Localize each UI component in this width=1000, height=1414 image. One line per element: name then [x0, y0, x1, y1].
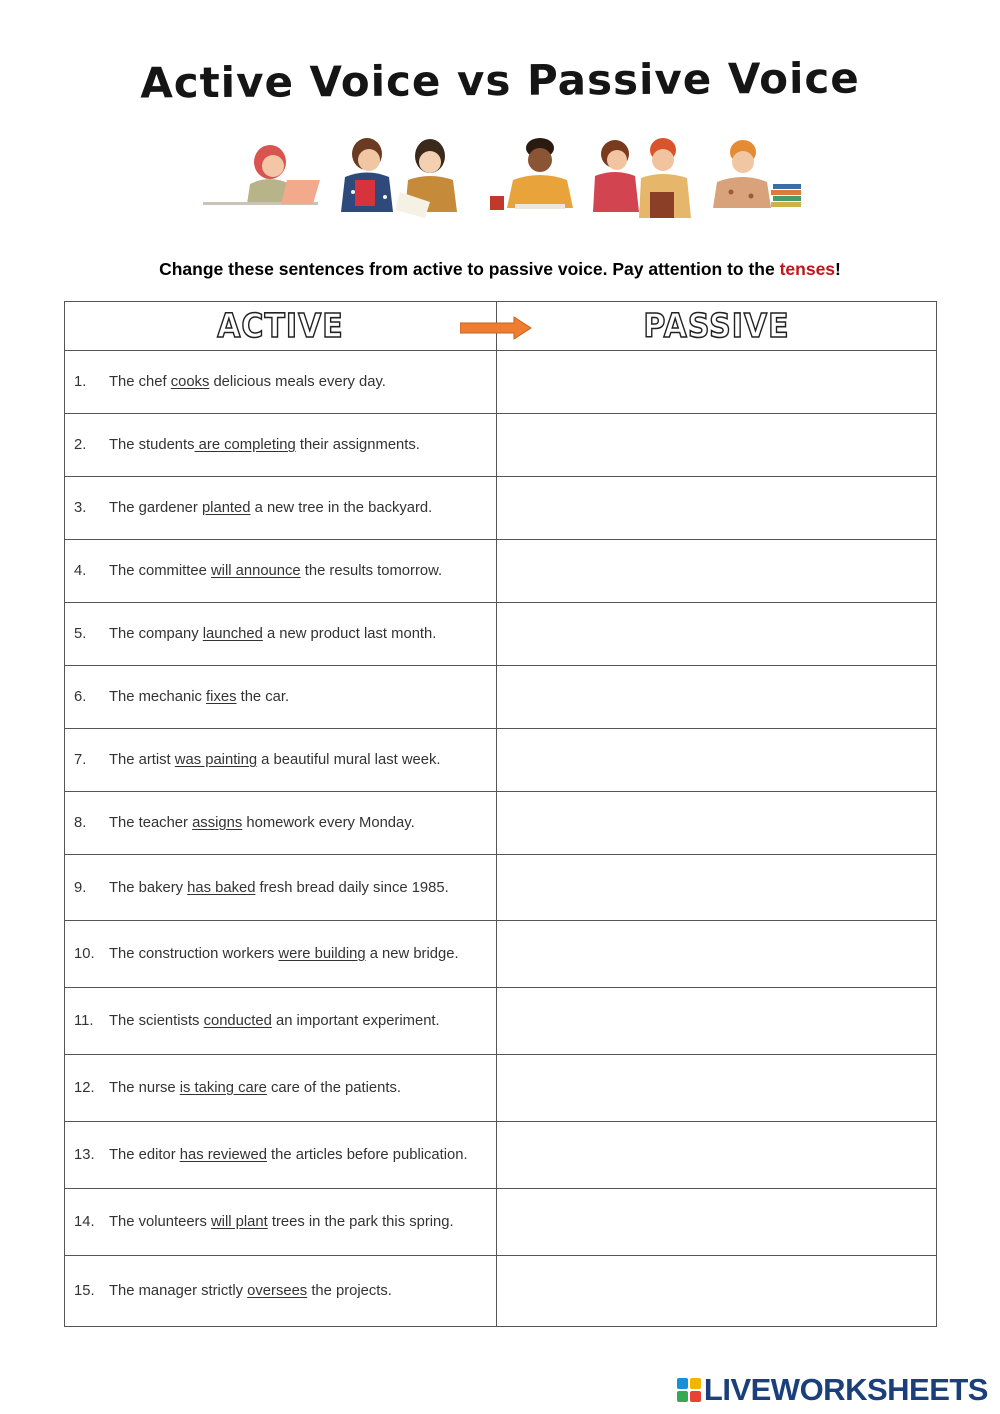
- sentence-end: the projects.: [307, 1283, 392, 1299]
- sentence-end: a new tree in the backyard.: [250, 500, 433, 516]
- sentence-end: the articles before publication.: [266, 1147, 468, 1163]
- students-illustration: [195, 132, 810, 222]
- passive-answer-cell[interactable]: [497, 603, 937, 666]
- sentence-end: a beautiful mural last week.: [257, 752, 441, 768]
- underlined-verb: fixes: [206, 689, 237, 705]
- table-row: [65, 988, 937, 1055]
- sentence-number: 3.: [74, 500, 87, 516]
- sentence-start: The committee: [109, 563, 211, 579]
- passive-answer-cell[interactable]: [497, 988, 937, 1055]
- sentence-start: The chef: [109, 374, 171, 390]
- passive-answer-cell[interactable]: [497, 855, 937, 921]
- sentence-start: The teacher: [109, 815, 193, 831]
- sentence-end: the car.: [236, 689, 290, 705]
- underlined-verb: cooks: [170, 374, 210, 390]
- sentence-start: The gardener: [109, 500, 202, 516]
- table-header-row: [65, 302, 937, 351]
- sentence-number: 12.: [74, 1080, 95, 1096]
- passive-header: PASSIVE: [643, 306, 790, 346]
- active-sentence-cell: [65, 477, 497, 540]
- logo-text: LIVEWORKSHEETS: [703, 1372, 988, 1407]
- passive-answer-cell[interactable]: [497, 666, 937, 729]
- table-row: [65, 1189, 937, 1256]
- instruction-highlight: tenses: [779, 259, 836, 279]
- passive-answer-cell[interactable]: [497, 792, 937, 855]
- underlined-verb: oversees: [247, 1283, 308, 1299]
- student-with-laptop-illustration: [203, 145, 320, 205]
- active-sentence-cell: [65, 1122, 497, 1189]
- underlined-verb: is taking care: [179, 1080, 267, 1096]
- active-sentence-cell: [65, 603, 497, 666]
- sentence-number: 8.: [74, 815, 87, 831]
- sentence-end: trees in the park this spring.: [267, 1214, 454, 1230]
- table-row: [65, 603, 937, 666]
- sentence-start: The bakery: [109, 879, 188, 896]
- underlined-verb: planted: [201, 500, 251, 516]
- active-sentence-cell: [65, 855, 497, 921]
- passive-answer-cell[interactable]: [497, 1122, 937, 1189]
- passive-answer-cell[interactable]: [497, 351, 937, 414]
- table-row: [65, 351, 937, 414]
- active-sentence-cell: [65, 792, 497, 855]
- sentence-number: 7.: [74, 752, 87, 768]
- page-title: Active Voice vs Passive Voice: [140, 53, 860, 108]
- underlined-verb: will announce: [210, 563, 301, 579]
- sentence-end: a new product last month.: [262, 626, 437, 642]
- sentence-start: The manager strictly: [109, 1283, 248, 1299]
- sentence-end: fresh bread daily since 1985.: [255, 879, 449, 896]
- underlined-verb: has baked: [187, 879, 256, 896]
- passive-answer-cell[interactable]: [497, 1055, 937, 1122]
- liveworksheets-logo-icon: [676, 1377, 702, 1403]
- liveworksheets-logo: [676, 1372, 988, 1408]
- sentence-number: 11.: [74, 1013, 94, 1029]
- active-header-cell: [65, 302, 497, 351]
- sentence-start: The artist: [109, 752, 175, 768]
- sentence-number: 15.: [74, 1283, 95, 1299]
- sentence-start: The volunteers: [109, 1214, 211, 1230]
- active-sentence-cell: [65, 666, 497, 729]
- passive-header-cell: [497, 302, 937, 351]
- active-sentence-cell: [65, 414, 497, 477]
- table-row: [65, 921, 937, 988]
- instruction-end: !: [835, 259, 841, 279]
- sentence-start: The editor: [109, 1147, 180, 1163]
- passive-answer-cell[interactable]: [497, 540, 937, 603]
- active-sentence-cell: [65, 921, 497, 988]
- sentence-start: The company: [109, 626, 203, 642]
- underlined-verb: assigns: [192, 815, 243, 831]
- underlined-verb: were building: [278, 946, 366, 962]
- sentence-end: a new bridge.: [365, 946, 459, 962]
- active-header: ACTIVE: [217, 306, 344, 346]
- sentence-end: an important experiment.: [271, 1013, 440, 1029]
- student-with-book-illustration: [341, 138, 393, 212]
- worksheet-table: [64, 301, 937, 1327]
- sentence-end: the results tomorrow.: [300, 563, 443, 579]
- sentence-number: 9.: [74, 879, 87, 896]
- table-row: [65, 477, 937, 540]
- worksheet-rows: [65, 351, 937, 1327]
- table-row: [65, 729, 937, 792]
- table-row: [65, 1122, 937, 1189]
- underlined-verb: was painting: [174, 752, 258, 768]
- table-row: [65, 666, 937, 729]
- table-row: [65, 540, 937, 603]
- sentence-number: 13.: [74, 1147, 95, 1163]
- sentence-number: 14.: [74, 1214, 95, 1230]
- sentence-number: 10.: [74, 946, 95, 962]
- sentence-end: homework every Monday.: [242, 815, 415, 831]
- underlined-verb: has reviewed: [179, 1147, 267, 1163]
- table-row: [65, 1055, 937, 1122]
- active-sentence-cell: [65, 1055, 497, 1122]
- sentence-number: 4.: [74, 563, 87, 579]
- student-with-books-illustration: [713, 140, 801, 208]
- passive-answer-cell[interactable]: [497, 1189, 937, 1256]
- passive-answer-cell[interactable]: [497, 729, 937, 792]
- underlined-verb: will plant: [211, 1214, 268, 1230]
- underlined-verb: are completing: [194, 437, 296, 453]
- sentence-start: The scientists: [109, 1013, 204, 1029]
- passive-answer-cell[interactable]: [497, 921, 937, 988]
- passive-answer-cell[interactable]: [497, 414, 937, 477]
- table-row: [65, 792, 937, 855]
- sentence-end: care of the patients.: [266, 1080, 401, 1096]
- sentence-start: The students: [109, 437, 195, 453]
- instruction-text: [0, 259, 1000, 280]
- sentence-start: The nurse: [109, 1080, 180, 1096]
- sentence-end: their assignments.: [295, 437, 420, 453]
- underlined-verb: launched: [202, 626, 263, 642]
- underlined-verb: conducted: [203, 1013, 272, 1029]
- active-sentence-cell: [65, 1256, 497, 1327]
- sentence-end: delicious meals every day.: [209, 374, 386, 390]
- table-row: [65, 855, 937, 921]
- active-sentence-cell: [65, 1189, 497, 1256]
- sentence-number: 6.: [74, 689, 87, 705]
- table-row: [65, 1256, 937, 1327]
- sentence-start: The construction workers: [109, 946, 279, 962]
- student-writing-illustration: [490, 138, 573, 210]
- active-sentence-cell: [65, 988, 497, 1055]
- sentence-number: 1.: [74, 374, 87, 390]
- sentence-number: 2.: [74, 437, 87, 453]
- active-sentence-cell: [65, 540, 497, 603]
- passive-answer-cell[interactable]: [497, 477, 937, 540]
- passive-answer-cell[interactable]: [497, 1256, 937, 1327]
- sentence-start: The mechanic: [109, 689, 207, 705]
- sentence-number: 5.: [74, 626, 87, 642]
- active-sentence-cell: [65, 729, 497, 792]
- instruction-main: Change these sentences from active to passive voice. Pay attention to the: [159, 259, 780, 279]
- student-thinking-illustration: [395, 139, 457, 218]
- two-students-illustration: [593, 138, 691, 218]
- active-sentence-cell: [65, 351, 497, 414]
- table-row: [65, 414, 937, 477]
